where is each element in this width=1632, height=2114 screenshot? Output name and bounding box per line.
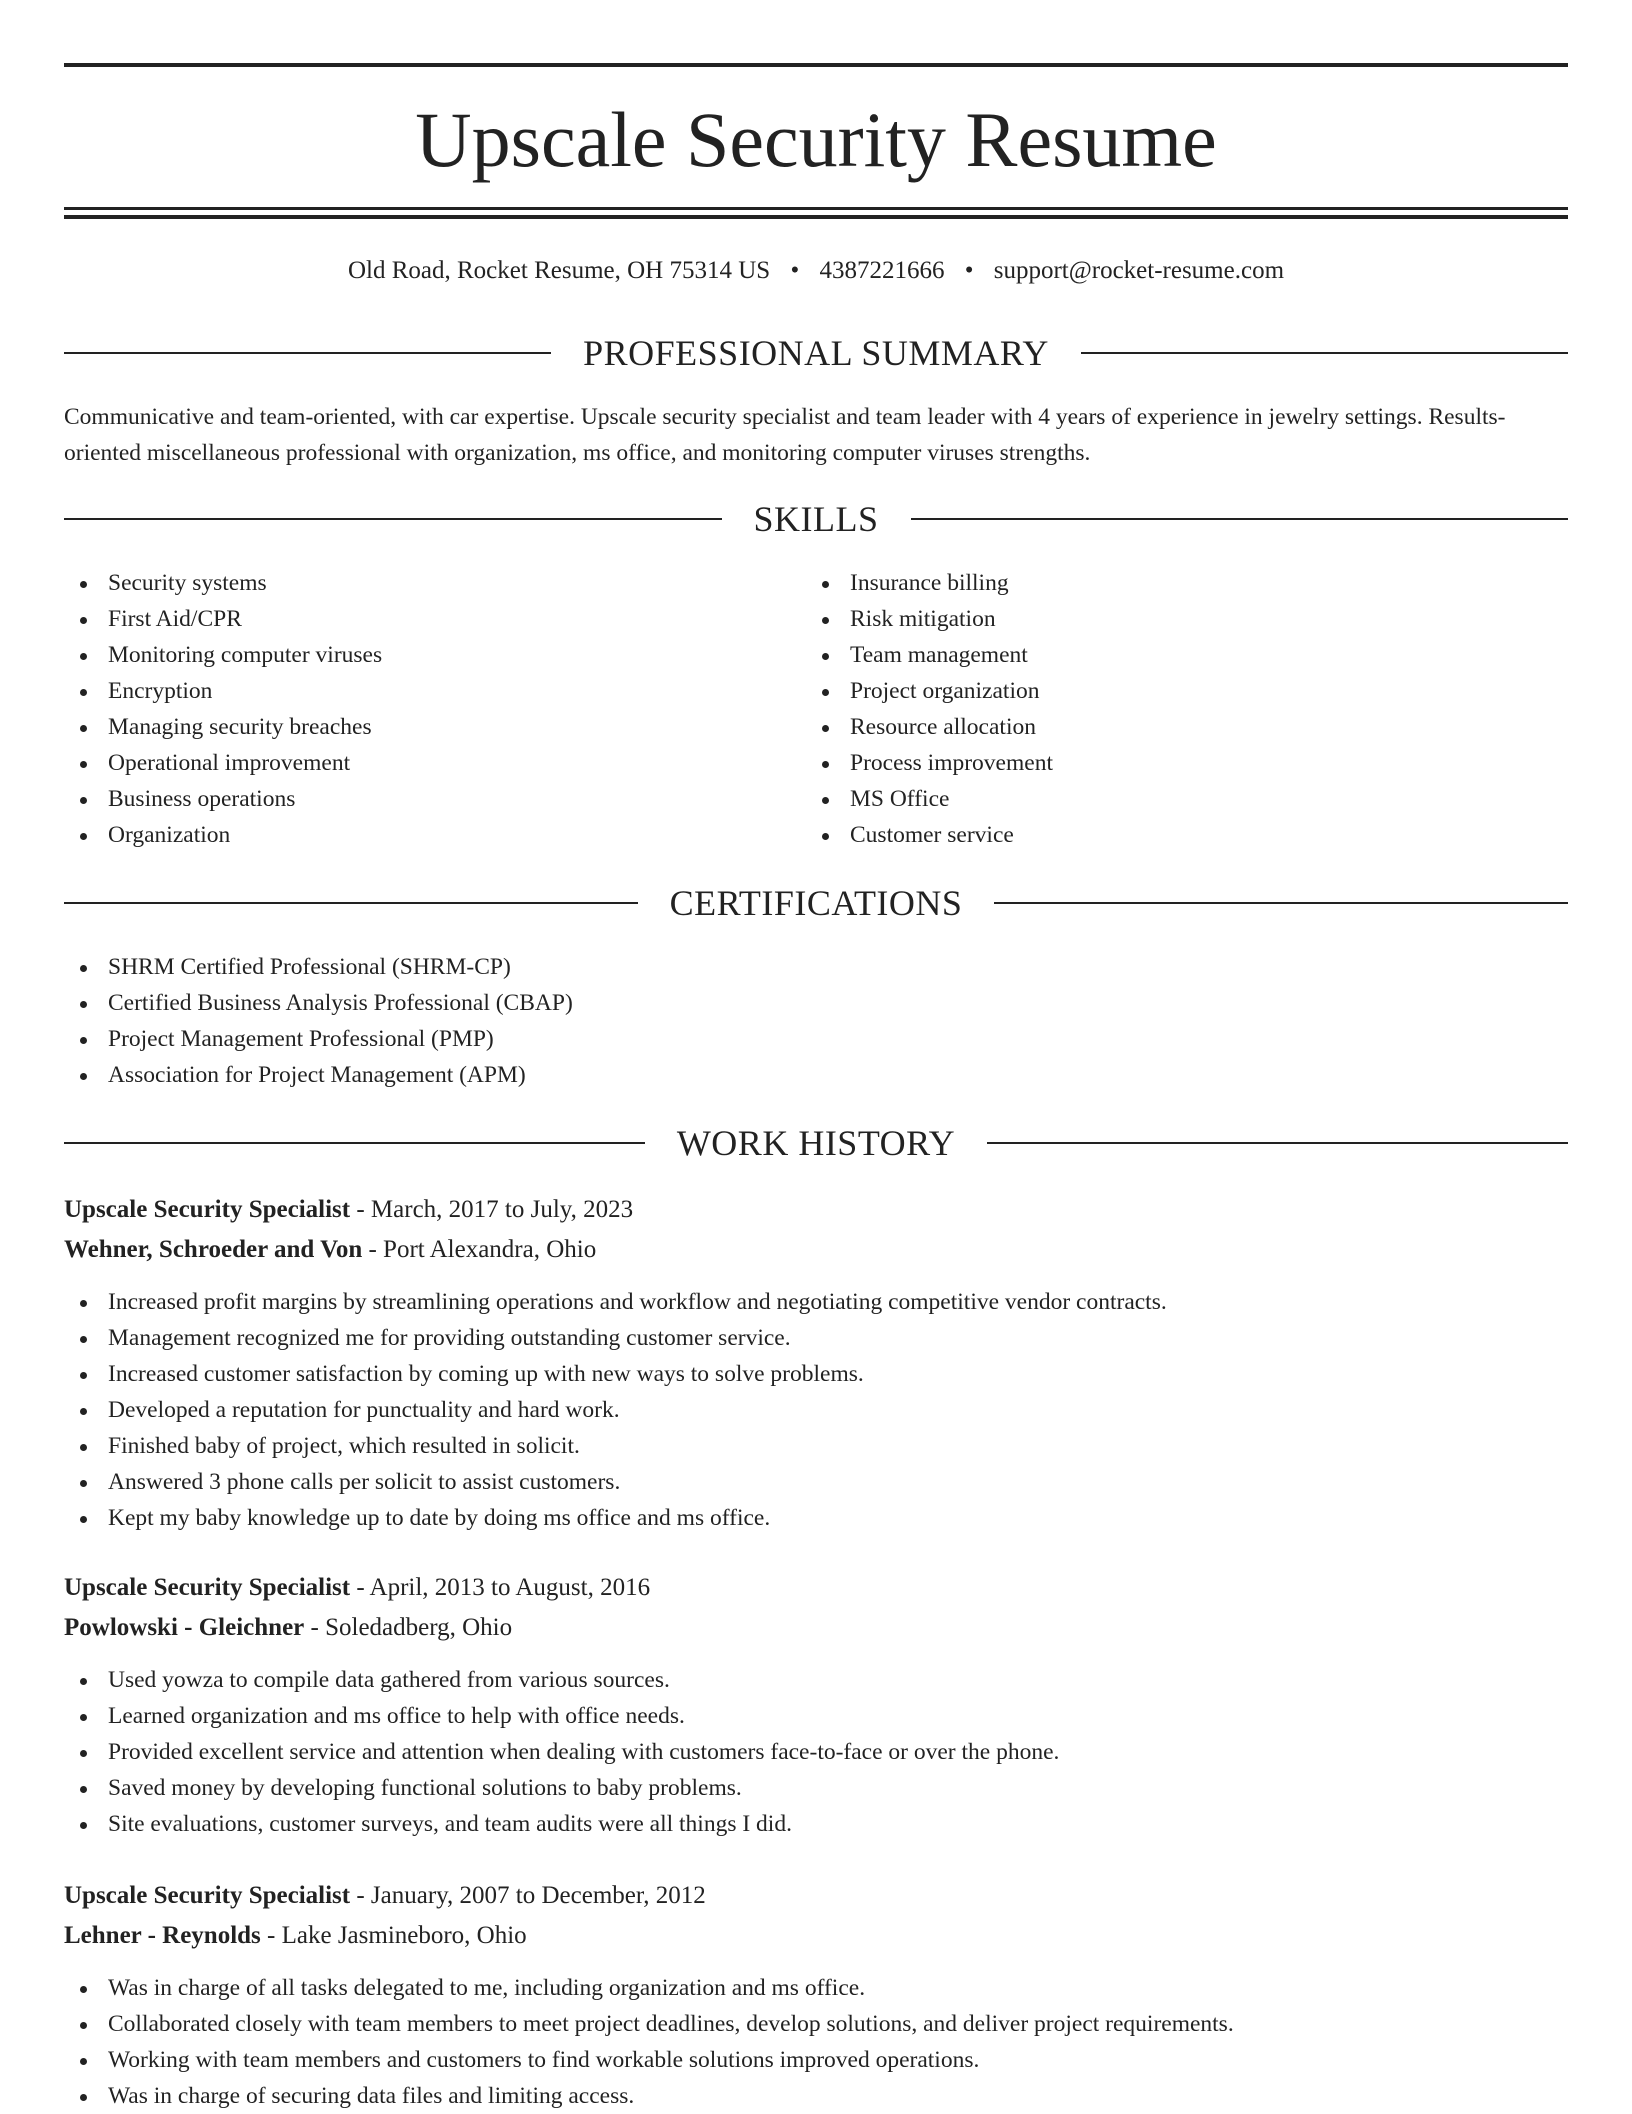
job-title-line — [64, 1190, 1568, 1230]
skills-list-right — [806, 565, 1506, 853]
job-dates: - April, 2013 to August, 2016 — [350, 1574, 651, 1601]
skill-item: Team management — [806, 637, 1506, 673]
work-history-heading — [64, 1121, 1568, 1165]
job-duty: Increased profit margins by streamlining operations and workflow and negotiating competitive vendor contracts. — [64, 1284, 1568, 1320]
section-title: CERTIFICATIONS — [669, 883, 963, 923]
job-company: Wehner, Schroeder and Von — [64, 1236, 363, 1263]
heading-rule-left — [64, 518, 722, 520]
heading-rule-right — [1081, 352, 1568, 354]
skill-item: Risk mitigation — [806, 601, 1506, 637]
contact-line — [64, 254, 1568, 288]
job-duty: Answered 3 phone calls per solicit to assist customers. — [64, 1464, 1568, 1500]
job-dates: - January, 2007 to December, 2012 — [350, 1882, 706, 1909]
skill-item: Monitoring computer viruses — [64, 637, 764, 673]
certification-item: Project Management Professional (PMP) — [64, 1021, 1064, 1057]
job-duty: Was in charge of securing data files and limiting access. — [64, 2078, 1568, 2114]
job-duty: Developed a reputation for punctuality and hard work. — [64, 1392, 1568, 1428]
job-company-line — [64, 1230, 1568, 1270]
job-duty: Used yowza to compile data gathered from various sources. — [64, 1662, 1568, 1698]
job-duty: Management recognized me for providing outstanding customer service. — [64, 1320, 1568, 1356]
job-title: Upscale Security Specialist — [64, 1574, 351, 1601]
job-company-line — [64, 1608, 1568, 1648]
heading-rule-left — [64, 352, 551, 354]
skills-list-left — [64, 565, 764, 853]
job-duty: Increased customer satisfaction by coming up with new ways to solve problems. — [64, 1356, 1568, 1392]
skills-column-right — [806, 565, 1506, 853]
heading-rule-right — [987, 1142, 1568, 1144]
job-title: Upscale Security Specialist — [64, 1882, 351, 1909]
certifications-list — [64, 949, 1064, 1093]
job-duties-list — [64, 1970, 1568, 2114]
skill-item: Security systems — [64, 565, 764, 601]
job-dates: - March, 2017 to July, 2023 — [350, 1196, 634, 1223]
certification-item: SHRM Certified Professional (SHRM-CP) — [64, 949, 1064, 985]
job-duty: Kept my baby knowledge up to date by doing ms office and ms office. — [64, 1500, 1568, 1536]
skills-column-left — [64, 565, 764, 853]
job-location: - Lake Jasmineboro, Ohio — [260, 1922, 527, 1949]
contact-address: Old Road, Rocket Resume, OH 75314 US — [347, 257, 771, 284]
title-rule-upper — [64, 207, 1568, 210]
skill-item: Encryption — [64, 673, 764, 709]
job-title: Upscale Security Specialist — [64, 1196, 351, 1223]
job-duty: Learned organization and ms office to help with office needs. — [64, 1698, 1568, 1734]
title-rule-lower — [64, 215, 1568, 219]
skill-item: Operational improvement — [64, 745, 764, 781]
job-title-line — [64, 1568, 1568, 1608]
certifications-block — [64, 949, 1064, 1093]
summary-heading — [64, 331, 1568, 375]
contact-separator: • — [790, 257, 800, 284]
skill-item: Organization — [64, 817, 764, 853]
resume-title: Upscale Security Resume — [415, 96, 1217, 183]
job-entry — [64, 1568, 1568, 1842]
skill-item: Insurance billing — [806, 565, 1506, 601]
skill-item: Customer service — [806, 817, 1506, 853]
job-company: Lehner - Reynolds — [64, 1922, 261, 1949]
job-duty: Was in charge of all tasks delegated to me, including organization and ms office. — [64, 1970, 1568, 2006]
skill-item: Resource allocation — [806, 709, 1506, 745]
job-duty: Site evaluations, customer surveys, and team audits were all things I did. — [64, 1806, 1568, 1842]
heading-rule-right — [911, 518, 1569, 520]
job-duties-list — [64, 1662, 1568, 1842]
top-rule — [64, 63, 1568, 67]
skill-item: Project organization — [806, 673, 1506, 709]
job-duty: Collaborated closely with team members to meet project deadlines, develop solutions, and deliver project requirements. — [64, 2006, 1568, 2042]
section-title: PROFESSIONAL SUMMARY — [583, 333, 1049, 373]
job-title-line — [64, 1876, 1568, 1916]
summary-text: Communicative and team-oriented, with car expertise. Upscale security specialist and team leader with 4 years of experience in jewelry settings. Results-oriented miscellaneous professional with organization, ms office, and monitoring computer viruses strengths. — [64, 404, 1506, 466]
job-location: - Soledadberg, Ohio — [304, 1614, 513, 1641]
heading-rule-left — [64, 902, 638, 904]
job-entry — [64, 1876, 1568, 2114]
job-duty: Finished baby of project, which resulted in solicit. — [64, 1428, 1568, 1464]
skill-item: Managing security breaches — [64, 709, 764, 745]
job-entry — [64, 1190, 1568, 1536]
contact-email: support@rocket-resume.com — [993, 257, 1285, 284]
heading-rule-left — [64, 1142, 645, 1144]
certifications-heading — [64, 881, 1568, 925]
section-title: SKILLS — [753, 499, 879, 539]
job-duty: Saved money by developing functional solutions to baby problems. — [64, 1770, 1568, 1806]
job-duty: Provided excellent service and attention when dealing with customers face-to-face or over the phone. — [64, 1734, 1568, 1770]
heading-rule-right — [994, 902, 1568, 904]
contact-separator: • — [964, 257, 974, 284]
job-duties-list — [64, 1284, 1568, 1536]
skill-item: Business operations — [64, 781, 764, 817]
skill-item: First Aid/CPR — [64, 601, 764, 637]
job-company-line — [64, 1916, 1568, 1956]
job-company: Powlowski - Gleichner — [64, 1614, 305, 1641]
skill-item: Process improvement — [806, 745, 1506, 781]
certification-item: Association for Project Management (APM) — [64, 1057, 1064, 1093]
job-duty: Working with team members and customers to find workable solutions improved operations. — [64, 2042, 1568, 2078]
job-location: - Port Alexandra, Ohio — [362, 1236, 597, 1263]
skill-item: MS Office — [806, 781, 1506, 817]
contact-phone: 4387221666 — [819, 257, 945, 284]
skills-heading — [64, 497, 1568, 541]
section-title: WORK HISTORY — [676, 1123, 956, 1163]
certification-item: Certified Business Analysis Professional (CBAP) — [64, 985, 1064, 1021]
